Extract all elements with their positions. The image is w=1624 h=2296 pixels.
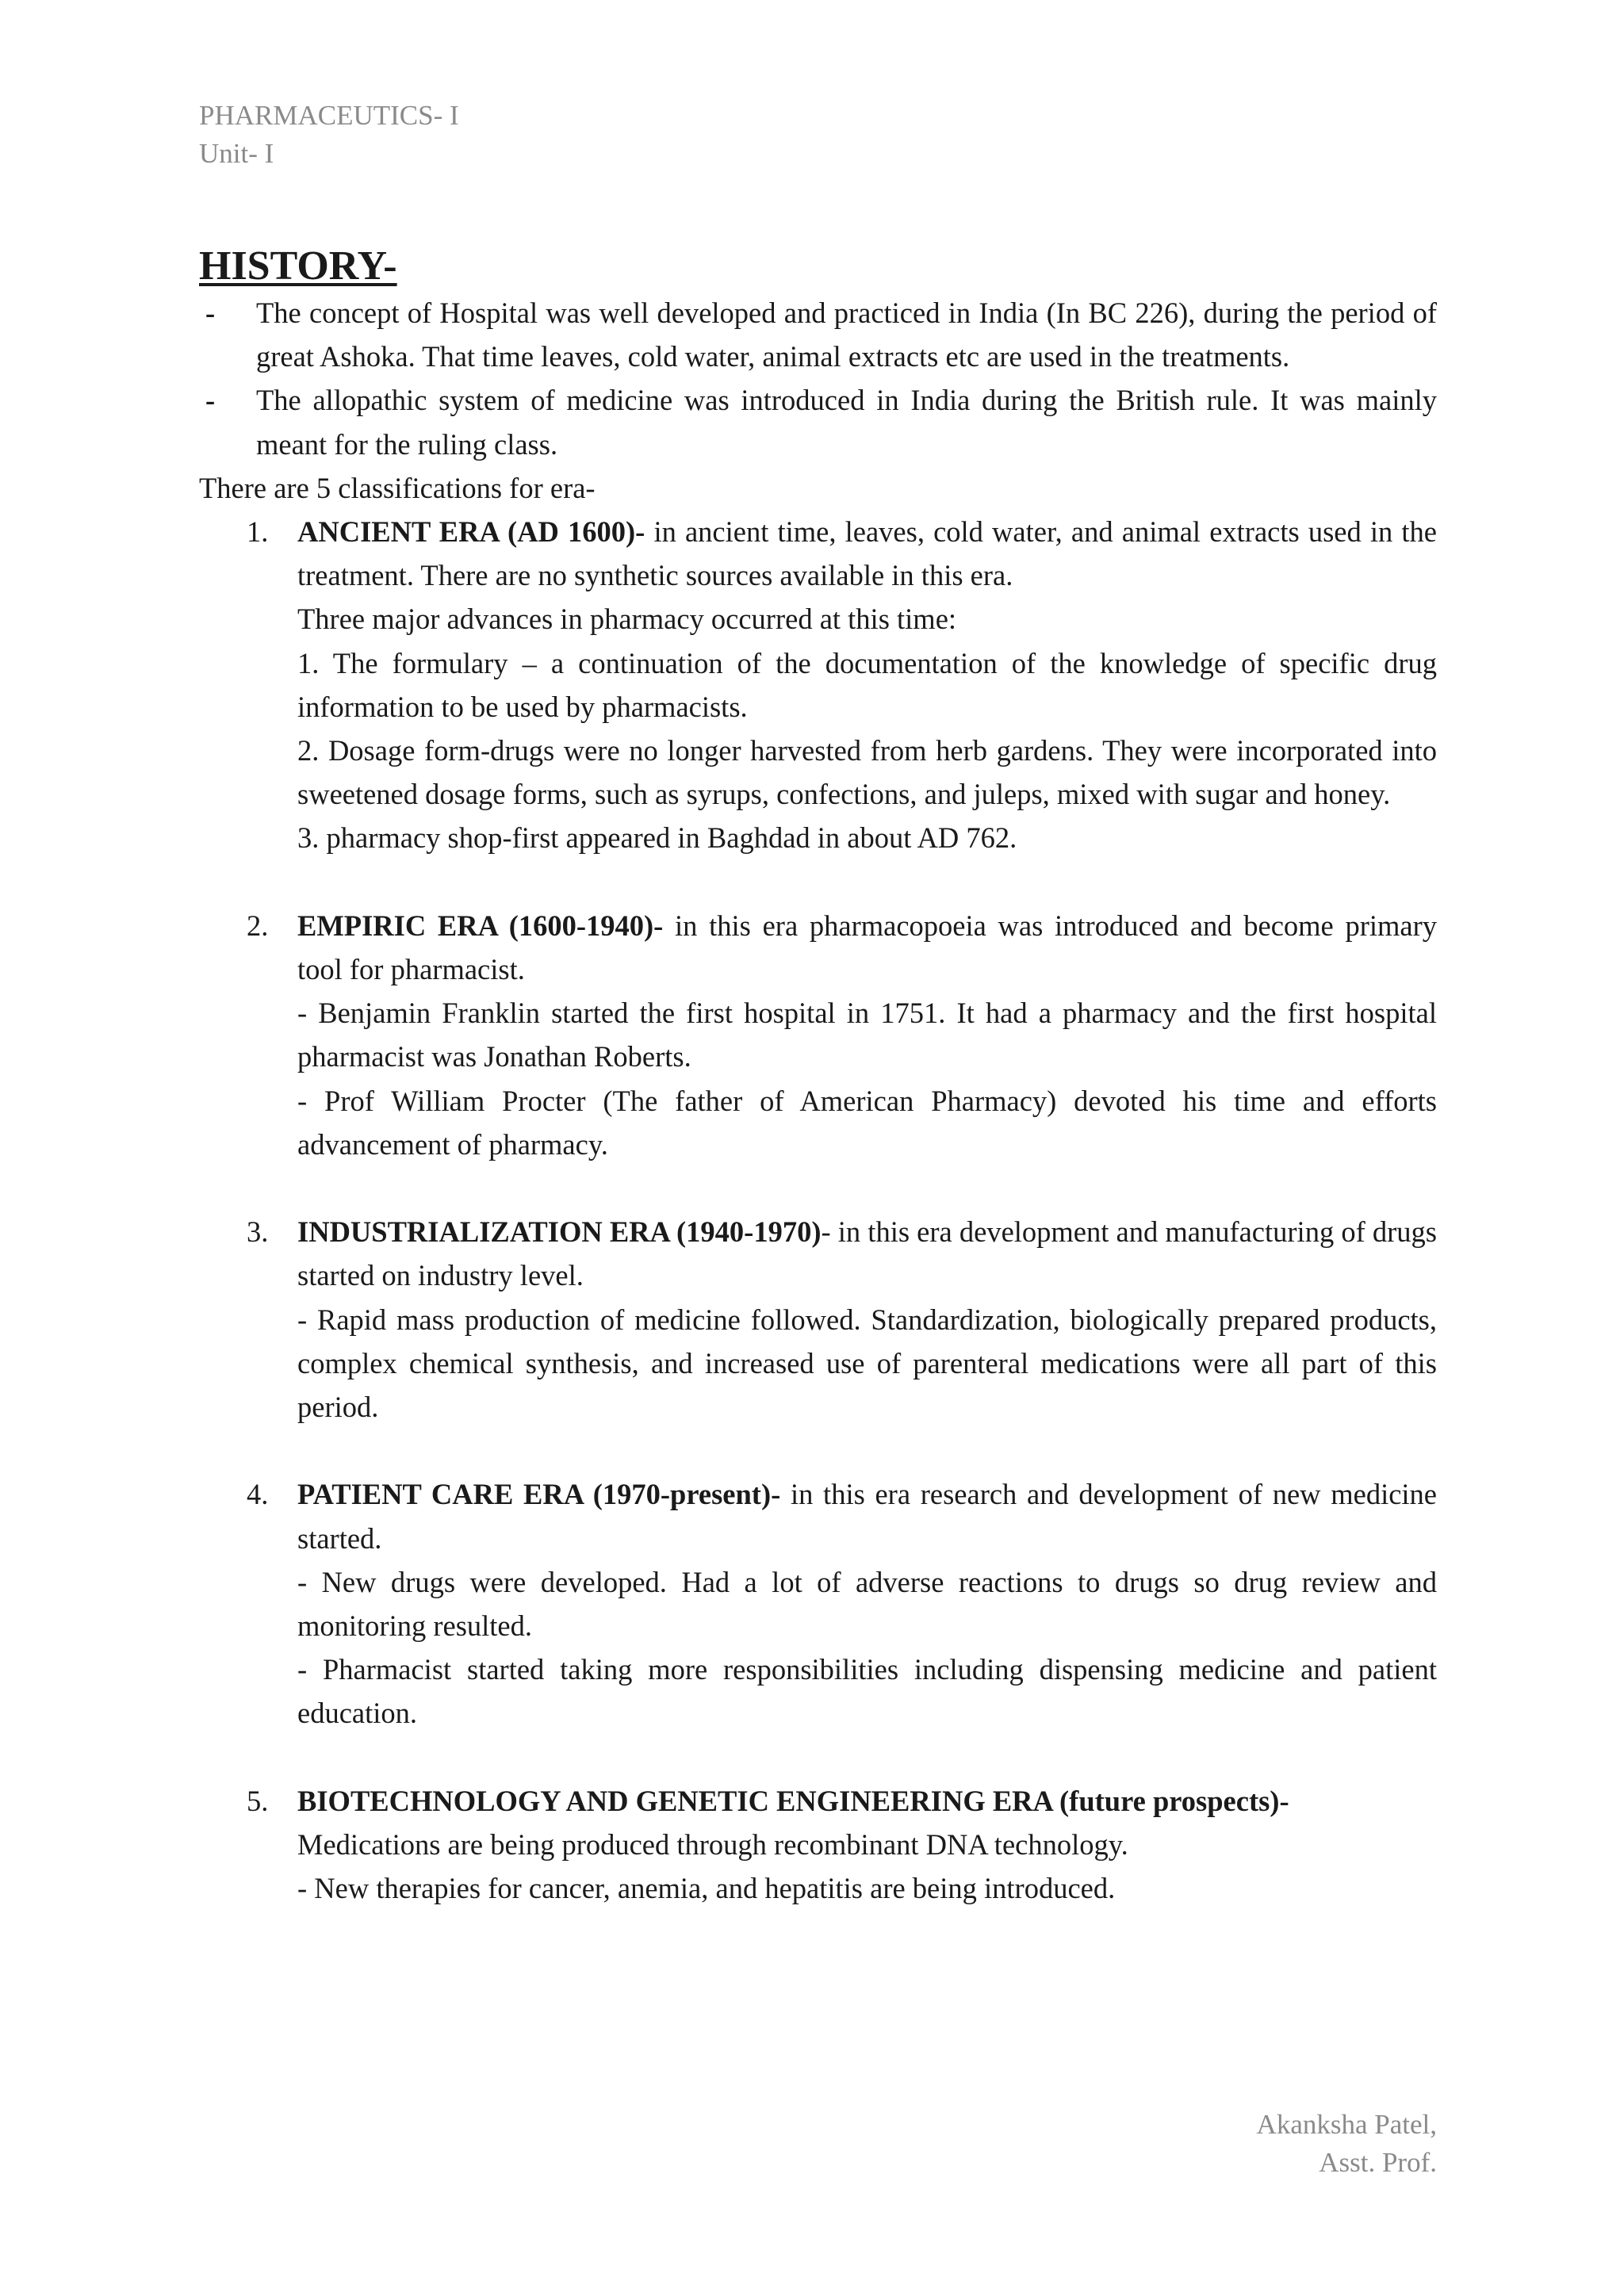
era-number: 5. bbox=[247, 1784, 269, 1817]
section-title: HISTORY- bbox=[199, 243, 397, 289]
document-body bbox=[199, 242, 1437, 1910]
era-item-biotechnology bbox=[199, 1779, 1437, 1911]
era-lead: in this era pharmacopoeia was introduced and become primary tool for pharmacist. bbox=[297, 909, 1437, 986]
era-paragraph: 3. pharmacy shop-first appeared in Baghdad in about AD 762. bbox=[297, 821, 1017, 855]
intro-bullet bbox=[199, 291, 1437, 378]
page-footer bbox=[1257, 2106, 1437, 2182]
era-number: 4. bbox=[247, 1478, 269, 1511]
page-header bbox=[199, 97, 459, 173]
era-paragraph: - Pharmacist started taking more responsibilities including dispensing medicine and patient education. bbox=[297, 1653, 1437, 1730]
era-paragraph: - Prof William Procter (The father of American Pharmacy) devoted his time and efforts advancement of pharmacy. bbox=[297, 1084, 1437, 1161]
bullet-text: The allopathic system of medicine was introduced in India during the British rule. It was mainly meant for the ruling class. bbox=[256, 384, 1437, 461]
intro-bullet bbox=[199, 378, 1437, 465]
author-role: Asst. Prof. bbox=[1319, 2147, 1437, 2178]
era-paragraph: - New therapies for cancer, anemia, and hepatitis are being introduced. bbox=[297, 1872, 1116, 1905]
course-name: PHARMACEUTICS- I bbox=[199, 100, 459, 131]
era-number: 1. bbox=[247, 515, 269, 549]
era-paragraph: 1. The formulary – a continuation of the documentation of the knowledge of specific drug information to be used by pharmacists. bbox=[297, 646, 1437, 723]
era-lead: in this era research and development of new medicine started. bbox=[297, 1478, 1437, 1555]
era-item-empiric bbox=[199, 904, 1437, 1166]
era-item-patient-care bbox=[199, 1472, 1437, 1735]
era-paragraph: - Benjamin Franklin started the first hospital in 1751. It had a pharmacy and the first hospital pharmacist was Jonathan Roberts. bbox=[297, 997, 1437, 1073]
era-title: EMPIRIC ERA (1600-1940)- bbox=[297, 909, 664, 942]
era-paragraph: Medications are being produced through recombinant DNA technology. bbox=[297, 1828, 1128, 1862]
era-lead: in ancient time, leaves, cold water, and animal extracts used in the treatment. There are no synthetic sources available in this era. bbox=[297, 515, 1437, 592]
era-paragraph: - Rapid mass production of medicine followed. Standardization, biologically prepared products, complex chemical synthesis, and increased use of parenteral medications were all part of this period. bbox=[297, 1303, 1437, 1424]
era-title: ANCIENT ERA (AD 1600)- bbox=[297, 515, 645, 549]
era-number: 3. bbox=[247, 1215, 269, 1249]
classification-intro: There are 5 classifications for era- bbox=[199, 471, 596, 504]
era-number: 2. bbox=[247, 909, 269, 942]
era-paragraph: - New drugs were developed. Had a lot of adverse reactions to drugs so drug review and monitoring resulted. bbox=[297, 1565, 1437, 1643]
dash-marker: - bbox=[205, 384, 216, 417]
era-list bbox=[199, 510, 1437, 1910]
era-title: INDUSTRIALIZATION ERA (1940-1970) bbox=[297, 1215, 822, 1249]
era-paragraph: 2. Dosage form-drugs were no longer harvested from herb gardens. They were incorporated into sweetened dosage forms, such as syrups, confections, and juleps, mixed with sugar and honey. bbox=[297, 734, 1437, 811]
era-title: PATIENT CARE ERA (1970-present)- bbox=[297, 1478, 781, 1511]
unit-label: Unit- I bbox=[199, 138, 274, 169]
era-paragraph: Three major advances in pharmacy occurred at this time: bbox=[297, 603, 957, 636]
author-name: Akanksha Patel, bbox=[1256, 2109, 1437, 2140]
era-lead: - in this era development and manufacturing of drugs started on industry level. bbox=[297, 1215, 1437, 1292]
bullet-text: The concept of Hospital was well developed and practiced in India (In BC 226), during the period of great Ashoka. That time leaves, cold water, animal extracts etc are used in the treatments. bbox=[256, 297, 1437, 373]
dash-marker: - bbox=[205, 297, 216, 329]
era-item-industrialization bbox=[199, 1210, 1437, 1429]
era-title: BIOTECHNOLOGY AND GENETIC ENGINEERING ERA (future prospects)- bbox=[297, 1784, 1289, 1817]
era-item-ancient bbox=[199, 510, 1437, 860]
intro-bullet-list bbox=[199, 291, 1437, 466]
